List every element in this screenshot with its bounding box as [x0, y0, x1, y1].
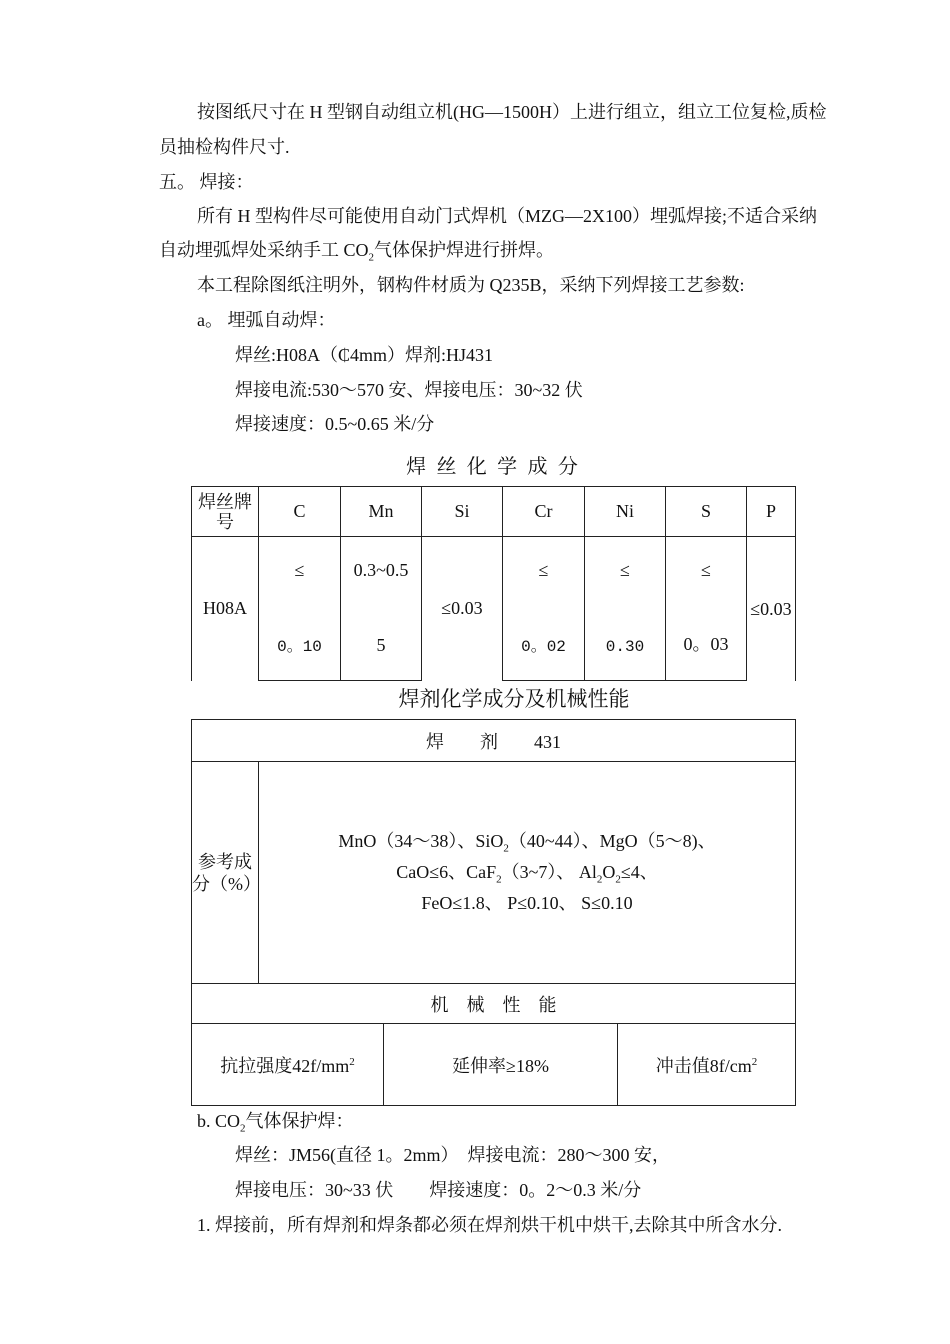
mechanical-title: 机 械 性 能	[192, 984, 796, 1024]
cell-cr: ≤ 0。02	[503, 537, 585, 681]
table1-caption: 焊 丝 化 学 成 分	[406, 454, 580, 478]
table1-header-row	[192, 487, 796, 537]
cell-s: ≤ 0。03	[666, 537, 747, 681]
header-ni: Ni	[585, 487, 666, 537]
flux-table	[191, 719, 796, 1106]
header-si: Si	[422, 487, 503, 537]
header-wire-grade: 焊丝牌号	[192, 487, 259, 537]
header-p: P	[747, 487, 796, 537]
elongation: 延伸率≥18%	[384, 1024, 618, 1106]
cell-ni: ≤ 0.30	[585, 537, 666, 681]
table1-data-row	[192, 537, 796, 681]
wire-chemistry-table	[191, 486, 796, 681]
cell-mn: 0.3~0.5 5	[341, 537, 422, 681]
sub-a-line2: 焊接电流:530～570 安、焊接电压：30~32 伏	[235, 380, 583, 400]
sub-a-line3: 焊接速度：0.5~0.65 米/分	[235, 414, 435, 434]
header-cr: Cr	[503, 487, 585, 537]
header-c: C	[259, 487, 341, 537]
para1-line2: 员抽检构件尺寸.	[159, 137, 290, 157]
para2-line2: 自动埋弧焊处采纳手工 $CO_2$气体保护焊进行拼焊。	[159, 240, 555, 264]
sub-a-heading: a。 埋弧自动焊：	[197, 310, 336, 330]
cell-c: ≤ 0。10	[259, 537, 341, 681]
tensile-strength: 抗拉强度$42f/mm^2$	[192, 1024, 384, 1106]
impact-value: 冲击值$8f/cm^2$	[618, 1024, 796, 1106]
flux-title: 焊 剂 431	[192, 720, 796, 762]
para1-line1: 按图纸尺寸在 H 型钢自动组立机(HG—1500H）上进行组立，组立工位复检,质检	[197, 102, 827, 122]
note1: 1. 焊接前，所有焊剂和焊条都必须在焊剂烘干机中烘干,去除其中所含水分.	[197, 1215, 782, 1235]
sub-b-line1: 焊丝：JM56(直径 1。2mm） 焊接电流：280～300 安，	[235, 1145, 671, 1165]
ref-composition-label: 参考成分（%）	[192, 762, 259, 984]
sub-a-line1: 焊丝:H08A（₵4mm）焊剂:HJ431	[235, 345, 494, 365]
section5-heading: 五。 焊接：	[159, 172, 254, 192]
header-s: S	[666, 487, 747, 537]
para3: 本工程除图纸注明外，钢构件材质为 Q235B，采纳下列焊接工艺参数:	[197, 275, 745, 295]
para2-line1: 所有 H 型构件尽可能使用自动门式焊机（MZG—2X100）埋弧焊接;不适合采纳	[197, 206, 817, 226]
cell-wire-name: H08A	[192, 537, 259, 681]
sub-b-heading: b. $CO_2$气体保护焊：	[197, 1111, 354, 1135]
table2-caption: 焊剂化学成分及机械性能	[398, 687, 630, 711]
header-mn: Mn	[341, 487, 422, 537]
cell-si: ≤0.03	[422, 537, 503, 681]
composition-values: MnO（34～38）、SiO$_2$（40~44）、MgO（5～8)、 CaO≤6、CaF$_2$（3~7）、 $Al_2O_2\le 4$、 FeO≤1.8、 P≤0.10、 S≤0.10	[259, 762, 796, 984]
cell-p: ≤0.03	[747, 537, 796, 681]
sub-b-line2: 焊接电压：30~33 伏 焊接速度：0。2～0.3 米/分	[235, 1180, 642, 1200]
